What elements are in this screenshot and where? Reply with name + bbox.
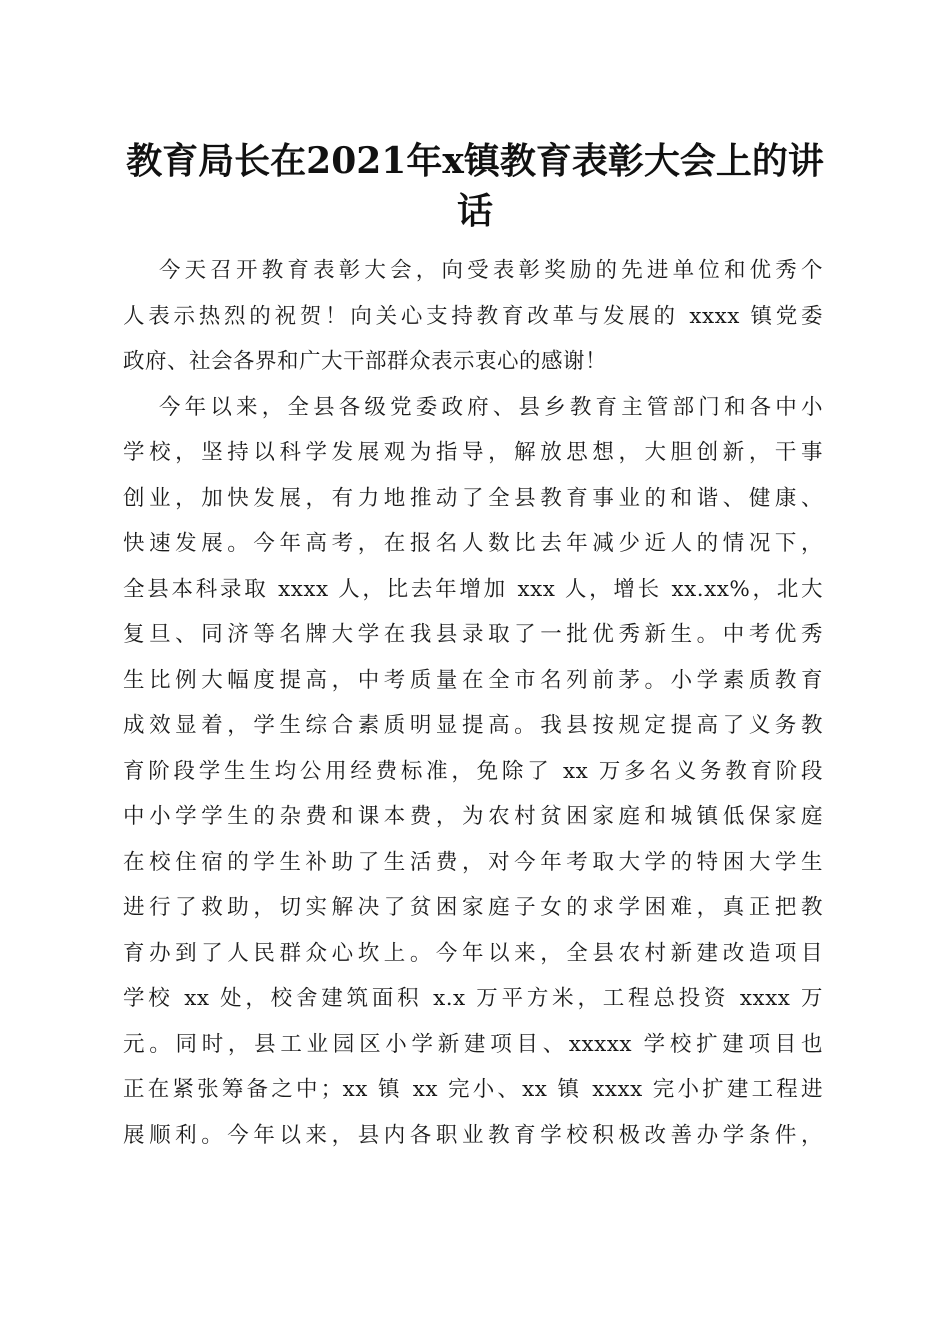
text-line: 展顺利。今年以来，县内各职业教育学校积极改善办学条件， — [123, 1122, 823, 1148]
text-line: 人表示热烈的祝贺！向关心支持教育改革与发展的 xxxx 镇党委 — [123, 303, 823, 329]
paragraph — [123, 385, 823, 1159]
text-line: 全县本科录取 xxxx 人，比去年增加 xxx 人，增长 xx.xx%，北大 — [123, 576, 823, 602]
text-line: 今天召开教育表彰大会，向受表彰奖励的先进单位和优秀个 — [159, 258, 823, 283]
text-line: 政府、社会各界和广大干部群众表示衷心的感谢！ — [123, 349, 608, 374]
text-line: 育阶段学生生均公用经费标准，免除了 xx 万多名义务教育阶段 — [123, 758, 823, 784]
text-line: 育办到了人民群众心坎上。今年以来，全县农村新建改造项目 — [123, 940, 823, 966]
text-line: 今年以来，全县各级党委政府、县乡教育主管部门和各中小 — [159, 394, 823, 420]
text-line: 元。同时，县工业园区小学新建项目、xxxxx 学校扩建项目也 — [123, 1031, 823, 1057]
text-line: 生比例大幅度提高，中考质量在全市名列前茅。小学素质教育 — [123, 667, 823, 693]
text-line: 在校住宿的学生补助了生活费，对今年考取大学的特困大学生 — [123, 849, 823, 875]
text-line: 进行了救助，切实解决了贫困家庭子女的求学困难，真正把教 — [123, 895, 823, 920]
page-title: 教育局长在2021年x镇教育表彰大会上的讲话 — [126, 140, 824, 232]
text-line: 成效显着，学生综合素质明显提高。我县按规定提高了义务教 — [123, 713, 823, 738]
text-line: 正在紧张筹备之中；xx 镇 xx 完小、xx 镇 xxxx 完小扩建工程进 — [123, 1077, 823, 1102]
paragraph — [123, 248, 823, 385]
text-line: 复旦、同济等名牌大学在我县录取了一批优秀新生。中考优秀 — [123, 622, 823, 647]
text-line: 创业，加快发展，有力地推动了全县教育事业的和谐、健康、 — [123, 485, 823, 511]
text-line: 快速发展。今年高考，在报名人数比去年减少近人的情况下， — [123, 531, 823, 556]
document-body — [123, 248, 823, 1158]
text-line: 学校，坚持以科学发展观为指导，解放思想，大胆创新，干事 — [123, 440, 823, 465]
text-line: 学校 xx 处，校舍建筑面积 x.x 万平方米，工程总投资 xxxx 万 — [123, 986, 823, 1011]
text-line: 中小学学生的杂费和课本费，为农村贫困家庭和城镇低保家庭 — [123, 804, 823, 829]
